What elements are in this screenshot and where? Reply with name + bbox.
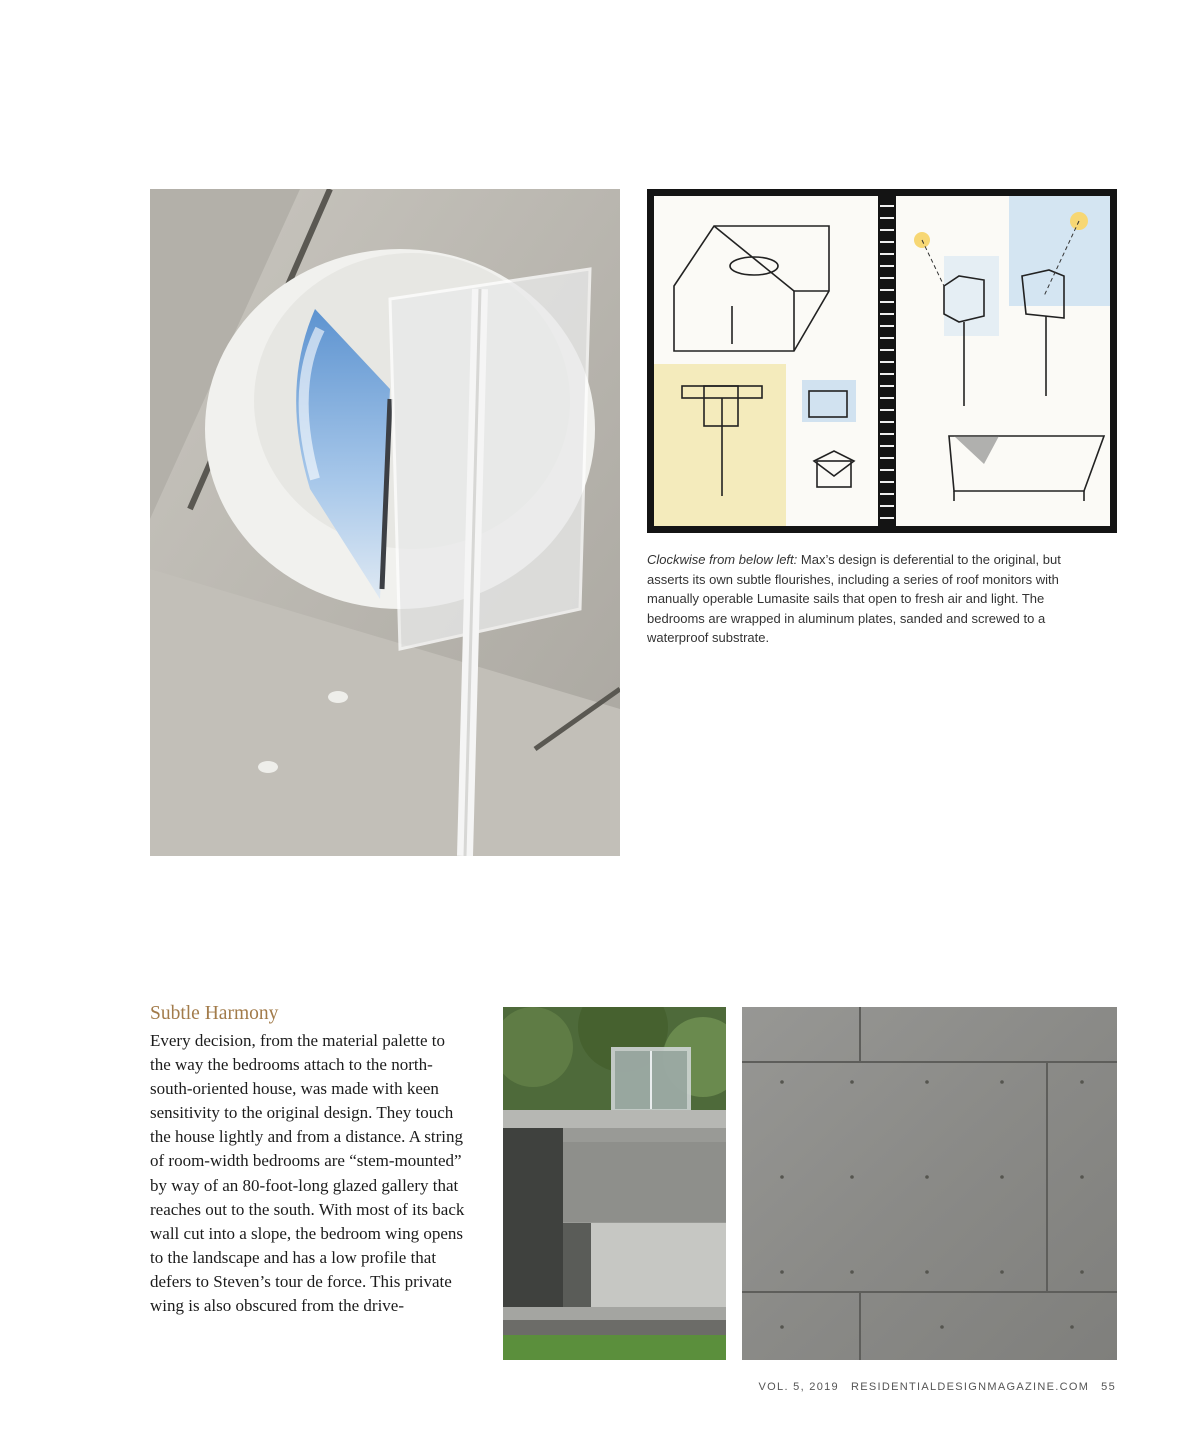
house-illustration [503, 1007, 726, 1360]
skylight-illustration [150, 189, 620, 856]
house-exterior-photo [503, 1007, 726, 1360]
concrete-illustration [742, 1007, 1117, 1360]
page-number: 55 [1101, 1381, 1116, 1393]
skylight-photo [150, 189, 620, 856]
section-heading: Subtle Harmony [150, 1003, 279, 1024]
sketchbook-image [647, 189, 1117, 533]
page-footer [759, 1381, 1116, 1393]
sketchbook-pages [654, 196, 1110, 526]
caption-text: Max’s design is deferential to the original, but asserts its own subtle flourishes, including a series of roof monitors with manually operable Lumasite sails that open to fresh air and light. The bedrooms are wrapped in aluminum plates, sanded and screwed to a waterproof substrate. [647, 552, 1061, 645]
article-body: Every decision, from the material palette to the way the bedrooms attach to the north-south-oriented house, was made with keen sensitivity to the original design. They touch the house lightly and from a distance. A string of room-width bedrooms are “stem-mounted” by way of an 80-foot-long glazed gallery that reaches out to the south. With most of its back wall cut into a slope, the bedroom wing opens to the landscape and has a low profile that defers to Steven’s tour de force. This private wing is also obscured from the drive- [150, 1031, 465, 1316]
photo-caption [647, 550, 1097, 648]
concrete-wall-photo [742, 1007, 1117, 1360]
caption-lead: Clockwise from below left: [647, 552, 798, 567]
footer-volume: VOL. 5, 2019 [758, 1381, 839, 1393]
sketch-drawings [654, 196, 1110, 526]
footer-site: RESIDENTIALDESIGNMAGAZINE.COM [850, 1381, 1090, 1393]
